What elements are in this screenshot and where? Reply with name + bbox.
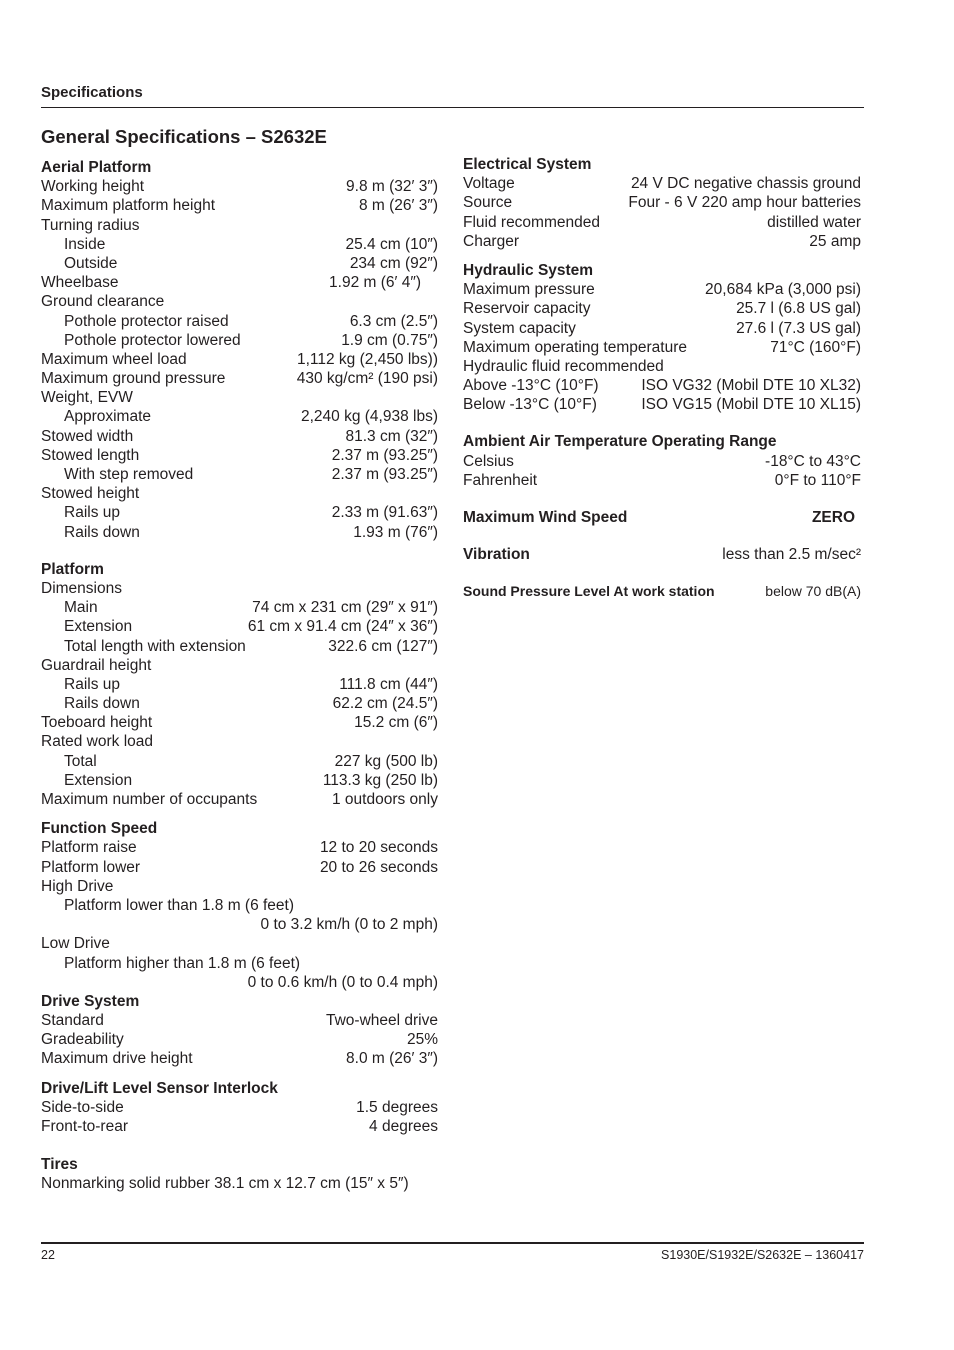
spec-label: Above -13°C (10°F) [463, 377, 599, 395]
spec-row [41, 503, 438, 522]
spec-label: Maximum Wind Speed [463, 509, 628, 526]
spec-value: below 70 dB(A) [765, 583, 861, 600]
spec-row [41, 369, 438, 388]
spec-row [41, 954, 438, 973]
spec-value: 25.7 l (6.8 US gal) [736, 300, 861, 318]
spec-value: 2,240 kg (4,938 lbs) [300, 408, 438, 426]
header-rule [41, 107, 864, 108]
spec-label: Maximum operating temperature [463, 338, 687, 356]
spec-value: 1.5 degrees [356, 1098, 438, 1116]
spec-row [41, 858, 438, 877]
spec-label: Rails down [64, 695, 140, 713]
spec-row [41, 637, 438, 656]
spec-value: 113.3 kg (250 lb) [322, 771, 438, 789]
spec-row [463, 452, 861, 471]
footer-rule [41, 1242, 864, 1244]
spec-label: Main [64, 599, 98, 617]
spec-row [41, 1174, 438, 1193]
spec-label: Side-to-side [41, 1098, 124, 1116]
spec-label: With step removed [64, 466, 194, 483]
spec-value: 8 m (26′ 3″) [358, 197, 438, 215]
spec-label: Extension [64, 618, 133, 636]
section-function-speed [41, 819, 438, 992]
spec-value: 111.8 cm (44″) [339, 675, 438, 693]
spec-label: Maximum pressure [463, 281, 595, 299]
spec-row [41, 312, 438, 331]
spec-label: High Drive [41, 877, 114, 895]
section-title: Aerial Platform [41, 159, 152, 176]
section-title: Platform [41, 560, 104, 578]
spec-label: Pothole protector raised [64, 312, 229, 330]
spec-row [41, 896, 438, 915]
spec-row [41, 579, 438, 598]
spec-value: 25 amp [809, 232, 861, 250]
spec-row [41, 877, 438, 896]
spec-value: 2.33 m (91.63″) [331, 504, 438, 522]
spec-row [41, 216, 438, 235]
spec-value: 2.37 m (93.25″) [331, 466, 438, 483]
spec-value: 25% [406, 1031, 438, 1049]
spec-label: Maximum wheel load [41, 350, 187, 368]
section-title: Drive/Lift Level Sensor Interlock [41, 1079, 278, 1097]
spec-row [41, 1117, 438, 1136]
spec-label: Inside [64, 235, 106, 253]
spec-label: Maximum platform height [41, 197, 216, 215]
spec-value: 20 to 26 seconds [319, 858, 438, 876]
spec-value: 0°F to 110°F [774, 471, 861, 489]
spec-value: 15.2 cm (6″) [354, 714, 438, 732]
document-id: S1930E/S1932E/S2632E – 1360417 [661, 1248, 864, 1262]
spec-row [463, 338, 861, 357]
spec-row [463, 213, 861, 232]
spec-label: Below -13°C (10°F) [463, 396, 597, 414]
section-title: Tires [41, 1156, 78, 1174]
spec-label: Standard [41, 1012, 104, 1030]
spec-value: 12 to 20 seconds [319, 839, 438, 857]
spec-row [41, 752, 438, 771]
spec-row [41, 694, 438, 713]
spec-value: 62.2 cm (24.5″) [332, 695, 438, 713]
spec-row [41, 235, 438, 254]
spec-value: less than 2.5 m/sec² [722, 546, 861, 564]
spec-label: Approximate [64, 408, 152, 426]
section-interlock [41, 1079, 438, 1137]
spec-label: Total length with extension [64, 637, 246, 655]
spec-label: Extension [64, 771, 133, 789]
spec-label: Fahrenheit [463, 471, 538, 489]
spec-row [463, 174, 861, 193]
spec-label: Toeboard height [41, 714, 153, 732]
spec-value: 24 V DC negative chassis ground [630, 175, 861, 193]
spec-row [41, 465, 438, 484]
spec-label: Hydraulic fluid recommended [463, 357, 664, 375]
spec-label: Rated work load [41, 733, 154, 751]
spec-row [41, 196, 438, 215]
spec-label: Platform lower [41, 858, 141, 876]
spec-value: 71°C (160°F) [770, 338, 861, 356]
spec-row [463, 280, 861, 299]
spec-row [463, 376, 861, 395]
spec-label: Reservoir capacity [463, 300, 591, 318]
spec-value: 1.93 m (76″) [353, 523, 438, 541]
spec-row [463, 193, 861, 212]
spec-value: ZERO [811, 509, 855, 526]
section-title: Ambient Air Temperature Operating Range [463, 433, 777, 451]
spec-row [41, 656, 438, 675]
section-title: Function Speed [41, 820, 158, 838]
spec-label: Pothole protector lowered [64, 331, 241, 349]
spec-label: Stowed height [41, 485, 140, 503]
spec-value: 27.6 l (7.3 US gal) [736, 319, 861, 337]
spec-value: Four - 6 V 220 amp hour batteries [628, 194, 861, 212]
spec-label: Maximum number of occupants [41, 791, 258, 808]
spec-row [41, 254, 438, 273]
spec-row [463, 299, 861, 318]
spec-label: Rails down [64, 523, 140, 541]
spec-label: Platform lower than 1.8 m (6 feet) [64, 896, 295, 914]
spec-value: 1,112 kg (2,450 lbs)) [296, 350, 438, 368]
spec-value: 1 outdoors only [332, 791, 438, 808]
spec-label: Dimensions [41, 579, 122, 597]
spec-row [41, 1098, 438, 1117]
spec-value: 227 kg (500 lb) [334, 752, 438, 770]
spec-value: 9.8 m (32′ 3″) [346, 178, 438, 196]
section-title: Electrical System [463, 156, 592, 173]
spec-row [41, 407, 438, 426]
spec-row [41, 523, 438, 542]
section-drive-system [41, 992, 438, 1069]
sound-pressure-row [463, 582, 861, 601]
spec-label: Weight, EVW [41, 389, 133, 407]
spec-value: 430 kg/cm² (190 psi) [296, 370, 438, 388]
spec-row [463, 357, 861, 376]
spec-row [41, 598, 438, 617]
section-title: Hydraulic System [463, 261, 594, 279]
spec-row [41, 732, 438, 751]
spec-row [41, 771, 438, 790]
spec-row [41, 388, 438, 407]
spec-row [463, 319, 861, 338]
spec-value: 0 to 3.2 km/h (0 to 2 mph) [260, 916, 438, 934]
spec-row [41, 675, 438, 694]
spec-row [41, 446, 438, 465]
spec-value: 234 cm (92″) [349, 254, 438, 272]
spec-label: Fluid recommended [463, 213, 600, 231]
section-title: Drive System [41, 992, 140, 1010]
spec-label: Platform higher than 1.8 m (6 feet) [64, 954, 301, 972]
spec-row [463, 395, 861, 414]
spec-label: Vibration [463, 546, 530, 564]
spec-row [41, 790, 438, 809]
spec-row [41, 350, 438, 369]
spec-value: 322.6 cm (127″) [328, 637, 438, 655]
spec-value: 61 cm x 91.4 cm (24″ x 36″) [247, 618, 438, 636]
spec-label: Platform raise [41, 839, 137, 857]
spec-label: Gradeability [41, 1031, 124, 1049]
spec-row [41, 934, 438, 953]
spec-label: Outside [64, 254, 118, 272]
spec-value: 1.92 m (6′ 4″) [329, 274, 421, 292]
spec-row [41, 838, 438, 857]
spec-value: -18°C to 43°C [765, 452, 861, 470]
spec-label: Total [64, 752, 97, 770]
spec-label: Rails up [64, 675, 120, 693]
spec-label: Front-to-rear [41, 1118, 128, 1135]
spec-row [41, 273, 438, 292]
spec-label: Stowed length [41, 446, 140, 464]
spec-value: 1.9 cm (0.75″) [341, 331, 438, 349]
section-aerial-platform [41, 158, 438, 542]
wind-speed-row [463, 508, 861, 527]
section-hydraulic-system [463, 261, 861, 415]
spec-row [41, 427, 438, 446]
spec-label: System capacity [463, 319, 576, 337]
spec-label: Charger [463, 232, 519, 250]
spec-row [463, 232, 861, 251]
spec-label: Nonmarking solid rubber 38.1 cm x 12.7 cm (15″ x 5″) [41, 1175, 409, 1193]
spec-label: Maximum ground pressure [41, 370, 226, 388]
spec-value: ISO VG32 (Mobil DTE 10 XL32) [641, 377, 861, 395]
section-platform [41, 560, 438, 809]
spec-label: Working height [41, 178, 145, 196]
spec-label: Voltage [463, 175, 515, 193]
spec-value: Two-wheel drive [326, 1012, 438, 1030]
spec-value: 81.3 cm (32″) [345, 427, 438, 445]
spec-row [41, 713, 438, 732]
page-title: General Specifications – S2632E [41, 126, 327, 147]
spec-row [41, 484, 438, 503]
page-number: 22 [41, 1248, 55, 1262]
spec-row [41, 1011, 438, 1030]
spec-label: Turning radius [41, 216, 140, 234]
left-column [41, 158, 438, 1194]
spec-row [41, 331, 438, 350]
spec-value: 74 cm x 231 cm (29″ x 91″) [252, 599, 438, 617]
spec-label: Guardrail height [41, 656, 152, 674]
spec-label: Rails up [64, 504, 120, 522]
right-column [463, 155, 861, 602]
spec-value: 6.3 cm (2.5″) [349, 312, 438, 330]
spec-label: Maximum drive height [41, 1050, 193, 1068]
vibration-row [463, 545, 861, 564]
spec-label: Source [463, 194, 513, 212]
spec-row [41, 1049, 438, 1068]
spec-row [41, 292, 438, 311]
spec-value: 0 to 0.6 km/h (0 to 0.4 mph) [247, 973, 438, 991]
spec-row [41, 617, 438, 636]
spec-label: Celsius [463, 452, 514, 470]
spec-label: Sound Pressure Level At work station [463, 583, 715, 600]
spec-value: distilled water [767, 213, 861, 231]
section-electrical-system [463, 155, 861, 251]
spec-label: Low Drive [41, 935, 110, 953]
section-ambient-temperature [463, 432, 861, 490]
spec-value: 25.4 cm (10″) [345, 235, 438, 253]
spec-value: 2.37 m (93.25″) [331, 446, 438, 464]
section-tires [41, 1155, 438, 1193]
spec-label: Wheelbase [41, 274, 119, 292]
spec-label: Stowed width [41, 427, 134, 445]
spec-value: 20,684 kPa (3,000 psi) [705, 281, 861, 299]
spec-value: ISO VG15 (Mobil DTE 10 XL15) [641, 396, 861, 414]
spec-value: 4 degrees [369, 1118, 438, 1135]
running-header: Specifications [41, 84, 143, 101]
spec-label: Ground clearance [41, 293, 165, 311]
spec-value: 8.0 m (26′ 3″) [346, 1050, 438, 1068]
spec-row [41, 177, 438, 196]
spec-row [41, 1030, 438, 1049]
spec-row [463, 471, 861, 490]
